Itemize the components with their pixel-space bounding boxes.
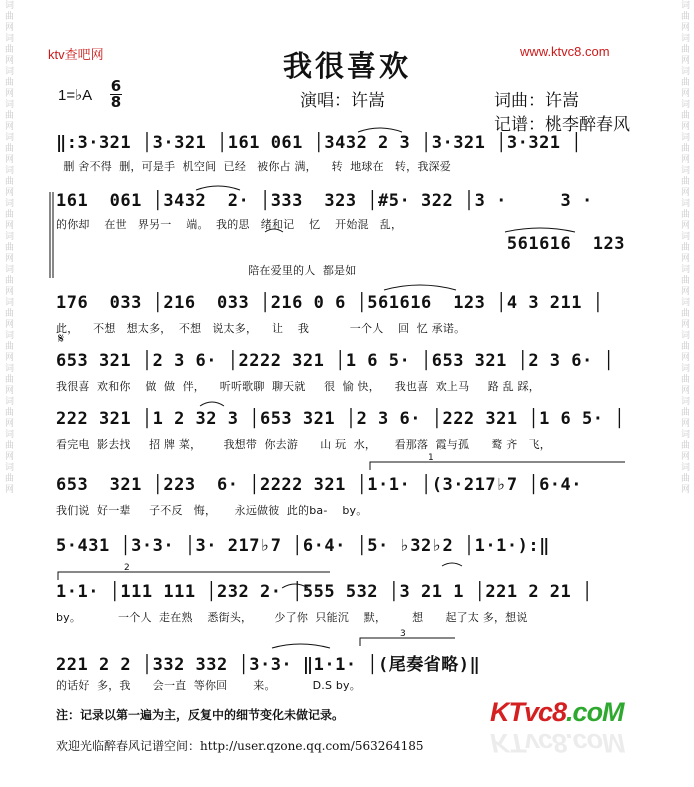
slur-1 bbox=[358, 128, 402, 132]
slur-5 bbox=[505, 228, 575, 232]
logo-reflection-part-1: KTvc8 bbox=[490, 728, 567, 758]
slur-4 bbox=[265, 229, 283, 232]
score-row-1-notes: ‖:3·321 │3·321 │161 061 │3432 2 3 │3·321 │3·321 │ bbox=[56, 133, 583, 153]
score-row-2-lyrics: 的你却 在世 界另一 端。 我的思 绪和记 忆 开始混 乱， bbox=[56, 218, 403, 231]
score-row-5-notes: 222 321 │1 2 32 3 │653 321 │2 3 6· │222 321 │1 6 5· │ bbox=[56, 409, 625, 429]
score-row-9-lyrics: 的话好 多，我 会一直 等你回 来。 D.S by。 bbox=[56, 679, 361, 692]
song-title: 我很喜欢 bbox=[282, 49, 411, 83]
slur-2 bbox=[196, 186, 240, 190]
volta-2-line bbox=[58, 572, 330, 580]
slur-6 bbox=[200, 402, 224, 406]
segno-sign: 𝄋 bbox=[58, 331, 65, 347]
score-row-2b-lyrics: 陪在爱里的人 都是如 bbox=[56, 264, 357, 277]
score-row-2-notes: 161 061 │3432 2· │333 323 │#5· 322 │3 · 3 · bbox=[56, 191, 593, 211]
score-row-8-lyrics: by。 一个人 走在熟 悉街头， 少了你 只能沉 默， 想 起了太 多，想说 bbox=[56, 611, 528, 624]
score-row-1-lyrics: 删 舍不得 删，可是手 机空间 已经 被你占 满， 转 地球在 转，我深爱 bbox=[56, 160, 451, 173]
slur-8 bbox=[442, 563, 462, 566]
watermark-left: 词曲网词曲网词曲网词曲网词曲网词曲网词曲网词曲网词曲网词曲网词曲网词曲网词曲网词曲网词曲网 bbox=[3, 0, 13, 495]
score-row-7-notes: 5·431 │3·3· │3· 217♭7 │6·4· │5· ♭32♭2 │1·1·):‖ bbox=[56, 536, 550, 556]
site-logo[interactable] bbox=[490, 697, 624, 728]
slur-7 bbox=[282, 584, 308, 588]
singer-credit: 演唱：许嵩 bbox=[300, 91, 385, 111]
time-signature-top: 6 bbox=[110, 77, 122, 95]
time-signature-bottom: 8 bbox=[110, 93, 122, 111]
watermark-right: 词曲网词曲网词曲网词曲网词曲网词曲网词曲网词曲网词曲网词曲网词曲网词曲网词曲网词曲网词曲网 bbox=[679, 0, 689, 495]
score-row-2b-notes: 561616 123 bbox=[56, 234, 625, 254]
score-row-8-notes: 1·1· │111 111 │232 2· │555 532 │3 21 1 │221 2 21 │ bbox=[56, 582, 593, 602]
logo-part-2: .coM bbox=[566, 697, 624, 727]
score-row-3-lyrics: 此， 不想 想太多， 不想 说太多， 让 我 一个人 回 忆 承诺。 bbox=[56, 322, 466, 335]
volta-2-label: 2 bbox=[124, 563, 130, 573]
slur-3 bbox=[384, 285, 456, 290]
welcome-line: 欢迎光临醉春风记谱空间：http://user.qzone.qq.com/563264185 bbox=[56, 739, 424, 753]
transcriber-credit: 记谱：桃李醉春风 bbox=[494, 115, 630, 135]
site-name-left[interactable]: ktv查吧网 bbox=[48, 47, 104, 62]
score-row-9-notes: 221 2 2 │332 332 │3·3· ‖1·1· │(尾奏省略)‖ bbox=[56, 655, 481, 675]
logo-part-1: KTvc8 bbox=[490, 697, 567, 727]
score-row-5-lyrics: 看完电 影去找 招 牌 菜， 我想带 你去游 山 玩 水， 看那落 霞与孤 鹜 齐 飞， bbox=[56, 438, 551, 451]
score-row-6-notes: 653 321 │223 6· │2222 321 │1·1· │(3·217♭7 │6·4· bbox=[56, 475, 583, 495]
volta-1-line bbox=[370, 462, 625, 470]
logo-reflection-part-2: .coM bbox=[566, 728, 624, 758]
site-logo-reflection bbox=[490, 727, 624, 758]
key-signature: 1=♭A bbox=[58, 87, 93, 104]
composer-credit: 词曲：许嵩 bbox=[494, 91, 579, 111]
score-row-4-lyrics: 我很喜 欢和你 做 做 伴， 听听歌聊 聊天就 很 愉 快， 我也喜 欢上马 路 乱 踩， bbox=[56, 380, 540, 393]
volta-1-label: 1 bbox=[428, 453, 434, 463]
score-row-3-notes: 176 033 │216 033 │216 0 6 │561616 123 │4 3 211 │ bbox=[56, 293, 604, 313]
slur-9 bbox=[272, 644, 330, 648]
volta-3-line bbox=[360, 638, 455, 646]
volta-3-label: 3 bbox=[400, 629, 406, 639]
score-row-6-lyrics: 我们说 好一辈 子不反 悔， 永远做彼 此的ba- by。 bbox=[56, 504, 368, 517]
footnote: 注：记录以第一遍为主，反复中的细节变化未做记录。 bbox=[56, 708, 345, 722]
site-url-right[interactable]: www.ktvc8.com bbox=[520, 44, 610, 59]
score-row-4-notes: 653 321 │2 3 6· │2222 321 │1 6 5· │653 321 │2 3 6· │ bbox=[56, 351, 615, 371]
